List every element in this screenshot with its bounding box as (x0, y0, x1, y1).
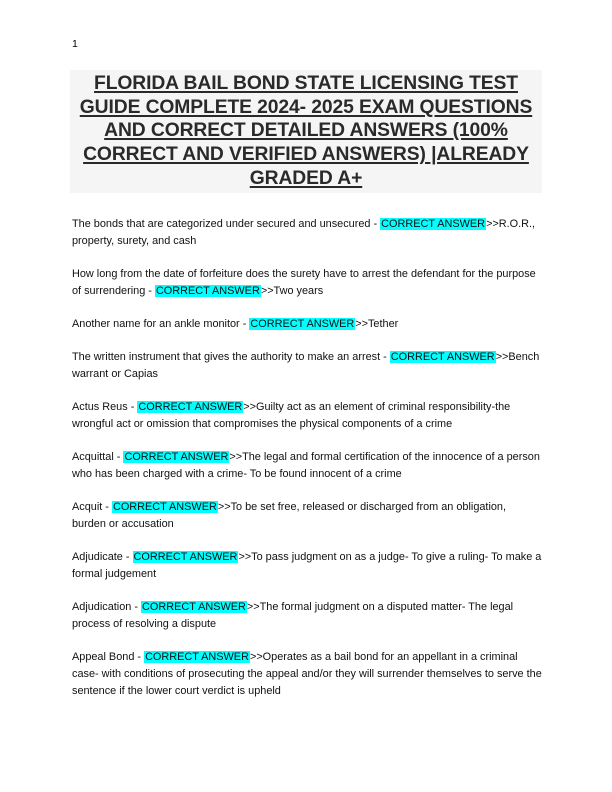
qa-item (72, 649, 542, 700)
page-number: 1 (72, 38, 78, 50)
qa-item (72, 499, 542, 533)
answer-text: >>To be set free, released or discharged from an obligation, burden or accusation (72, 501, 507, 530)
correct-answer-tag: CORRECT ANSWER (145, 651, 249, 663)
question-text: Adjudicate - (72, 551, 133, 563)
question-text: Appeal Bond - (72, 651, 145, 663)
qa-item (72, 449, 542, 483)
question-text: Actus Reus - (72, 401, 138, 413)
qa-list (72, 216, 542, 716)
question-text: How long from the date of forfeiture does the surety have to arrest the defendant for the purpose of surrendering - (72, 268, 536, 297)
correct-answer-tag: CORRECT ANSWER (142, 601, 246, 613)
answer-text: >>The formal judgment on a disputed matter- The legal process of resolving a dispute (72, 601, 514, 630)
qa-item (72, 316, 542, 333)
qa-item (72, 399, 542, 433)
question-text: Acquittal - (72, 451, 124, 463)
answer-text: >>Bench warrant or Capias (72, 351, 540, 380)
correct-answer-tag: CORRECT ANSWER (381, 218, 486, 230)
answer-text: >>R.O.R., property, surety, and cash (72, 218, 536, 247)
qa-item (72, 349, 542, 383)
qa-item (72, 216, 542, 250)
correct-answer-tag: CORRECT ANSWER (250, 318, 355, 330)
correct-answer-tag: CORRECT ANSWER (390, 351, 495, 363)
answer-text: >>Tether (355, 318, 399, 330)
correct-answer-tag: CORRECT ANSWER (112, 501, 217, 513)
question-text: Another name for an ankle monitor - (72, 318, 250, 330)
correct-answer-tag: CORRECT ANSWER (155, 285, 260, 297)
question-text: Acquit - (72, 501, 112, 513)
answer-text: >>Guilty act as an element of criminal responsibility-the wrongful act or omission that compromises the physical components of a crime (72, 401, 511, 430)
correct-answer-tag: CORRECT ANSWER (133, 551, 238, 563)
correct-answer-tag: CORRECT ANSWER (124, 451, 229, 463)
title-block (70, 70, 542, 193)
question-text: Adjudication - (72, 601, 142, 613)
qa-item (72, 599, 542, 633)
correct-answer-tag: CORRECT ANSWER (138, 401, 243, 413)
answer-text: >>Two years (260, 285, 324, 297)
qa-item (72, 549, 542, 583)
answer-text: >>Operates as a bail bond for an appellant in a criminal case- with conditions of prosecuting the appeal and/or they will surrender themselves to serve the sentence if the lower court verdict is upheld (72, 651, 542, 697)
answer-text: >>The legal and formal certification of the innocence of a person who has been charged with a crime- To be found innocent of a crime (72, 451, 540, 480)
question-text: The bonds that are categorized under secured and unsecured - (72, 218, 381, 230)
document-title: FLORIDA BAIL BOND STATE LICENSING TEST GUIDE COMPLETE 2024- 2025 EXAM QUESTIONS AND CORRECT DETAILED ANSWERS (100% CORRECT AND VERIFIED ANSWERS) |ALREADY GRADED A+ (79, 73, 533, 189)
question-text: The written instrument that gives the authority to make an arrest - (72, 351, 390, 363)
qa-item (72, 266, 542, 300)
answer-text: >>To pass judgment on as a judge- To give a ruling- To make a formal judgement (72, 551, 542, 580)
